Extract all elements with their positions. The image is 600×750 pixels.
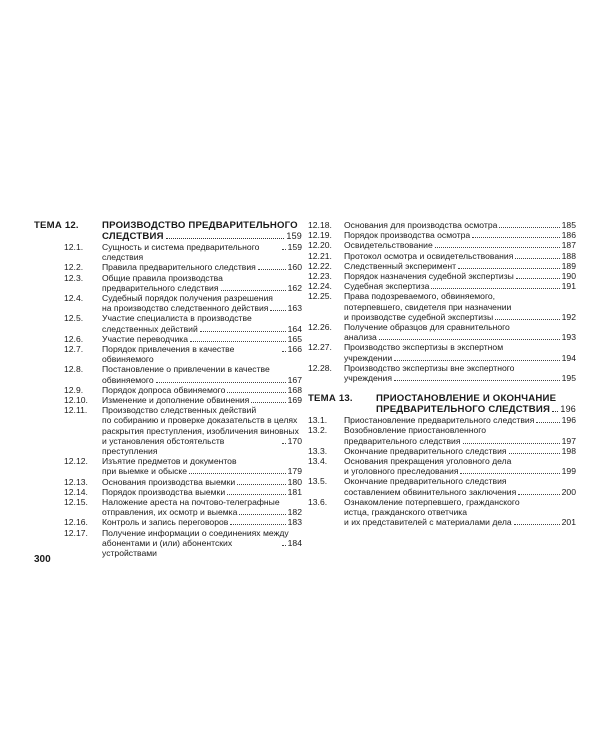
- topic-label: ТЕМА 12.: [34, 220, 79, 231]
- entry-page: 186: [561, 230, 576, 241]
- entry-number: 13.4.: [308, 456, 328, 467]
- entry-page: 189: [561, 260, 576, 271]
- entry-page: 196: [561, 415, 576, 426]
- entry-number: 12.12.: [64, 456, 88, 467]
- topic-title: СЛЕДСТВИЯ: [102, 231, 164, 242]
- toc-entry: [34, 242, 302, 262]
- toc-entry: [308, 456, 576, 476]
- entry-page: 170: [287, 435, 302, 446]
- topic-label: ТЕМА 13.: [308, 393, 353, 405]
- toc-entry: [308, 251, 576, 261]
- entry-page: 201: [561, 517, 576, 528]
- entry-number: 12.1.: [64, 242, 84, 252]
- entry-title: абонентами и (или) абонентских устройствами: [102, 537, 233, 559]
- entry-title-line: Общие правила производства: [102, 272, 223, 283]
- entry-page: 169: [287, 395, 302, 406]
- topic-title: ПРОИЗВОДСТВО ПРЕДВАРИТЕЛЬНОГО: [102, 220, 298, 231]
- entry-title-line: Права подозреваемого, обвиняемого,: [344, 291, 496, 302]
- toc-entry: [34, 528, 302, 559]
- entry-page: 195: [561, 373, 576, 384]
- toc-list: [308, 415, 576, 527]
- toc-entry: [34, 334, 302, 344]
- entry-title: и установления обстоятельств преступления: [102, 435, 225, 457]
- entry-page: 164: [287, 323, 302, 334]
- entry-page: 185: [561, 220, 576, 230]
- entry-page: 197: [561, 435, 576, 446]
- entry-page: 200: [561, 486, 576, 497]
- entry-page: 166: [287, 344, 302, 355]
- entry-page: 165: [287, 333, 302, 344]
- entry-title: Приостановление предварительного следствия: [344, 415, 535, 426]
- toc-entry: [34, 487, 302, 497]
- entry-page: 159: [287, 242, 302, 252]
- entry-number: 12.6.: [64, 333, 84, 344]
- toc-entry: [34, 273, 302, 293]
- entry-number: 12.9.: [64, 384, 84, 395]
- toc-entry: [308, 261, 576, 271]
- toc-entry: [308, 476, 576, 496]
- entry-page: 182: [287, 507, 302, 518]
- toc-entry: [308, 322, 576, 342]
- topic-page: 196: [560, 404, 576, 415]
- entry-title: Изменение и дополнение обвинения: [102, 395, 250, 406]
- entry-title-line: Ознакомление потерпевшего, гражданского: [344, 496, 520, 507]
- entry-title-line: Наложение ареста на почтово-телеграфные: [102, 497, 280, 508]
- entry-title: учреждении: [344, 352, 393, 363]
- toc-entry: [308, 291, 576, 322]
- toc-entry: [308, 281, 576, 291]
- entry-number: 13.1.: [308, 415, 328, 426]
- entry-number: 12.26.: [308, 322, 332, 333]
- entry-title: Основания для производства осмотра: [344, 220, 498, 230]
- entry-number: 12.16.: [64, 517, 88, 528]
- entry-title-line: Участие специалиста в производстве: [102, 313, 252, 324]
- entry-page: 194: [561, 352, 576, 363]
- topic-title: ПРЕДВАРИТЕЛЬНОГО СЛЕДСТВИЯ: [376, 404, 551, 416]
- entry-page: 168: [287, 384, 302, 395]
- entry-page: 188: [561, 250, 576, 261]
- entry-title: при выемке и обыске: [102, 466, 188, 477]
- toc-entry: [34, 364, 302, 384]
- toc-entry: [308, 497, 576, 528]
- entry-title-line: Судебный порядок получения разрешения: [102, 293, 273, 304]
- entry-title-line: Постановление о привлечении в качестве: [102, 364, 270, 375]
- entry-title: Участие переводчика: [102, 333, 188, 344]
- entry-title: составлением обвинительного заключения: [344, 486, 517, 497]
- entry-title-line: истца, гражданского ответчика: [344, 507, 467, 518]
- entry-number: 12.2.: [64, 262, 84, 273]
- entry-number: 12.22.: [308, 260, 332, 271]
- entry-number: 12.24.: [308, 281, 332, 292]
- entry-title: Правила предварительного следствия: [102, 262, 256, 273]
- toc-entry: [34, 344, 302, 364]
- entry-number: 12.5.: [64, 313, 84, 324]
- entry-page: 162: [287, 282, 302, 293]
- entry-number: 12.3.: [64, 272, 84, 283]
- toc-entry: [34, 262, 302, 272]
- entry-number: 13.5.: [308, 476, 328, 487]
- entry-number: 12.19.: [308, 230, 332, 241]
- entry-title-line: Производство экспертизы в экспертном: [344, 342, 504, 353]
- entry-page: 193: [561, 332, 576, 343]
- entry-page: 187: [561, 240, 576, 251]
- entry-title-line: Получение образцов для сравнительного: [344, 322, 510, 333]
- entry-title: предварительного следствия: [102, 282, 219, 293]
- toc-entry: [34, 313, 302, 333]
- entry-title-line: Производство экспертизы вне экспертного: [344, 362, 515, 373]
- topic-title: ПРИОСТАНОВЛЕНИЕ И ОКОНЧАНИЕ: [376, 393, 557, 405]
- toc-entry: [308, 363, 576, 383]
- entry-number: 12.23.: [308, 271, 332, 282]
- entry-title: Порядок назначения судебной экспертизы: [344, 271, 514, 282]
- entry-title: Окончание предварительного следствия: [344, 445, 507, 456]
- topic-12-heading: [34, 220, 302, 242]
- entry-number: 12.25.: [308, 291, 332, 302]
- entry-title: обвиняемого: [102, 374, 154, 385]
- toc-entry: [308, 220, 576, 230]
- toc-list: [308, 220, 576, 383]
- entry-number: 12.20.: [308, 240, 332, 251]
- entry-title-line: Возобновление приостановленного: [344, 425, 486, 436]
- entry-title: анализа: [344, 332, 377, 343]
- right-column: [308, 220, 576, 527]
- entry-title: Основания производства выемки: [102, 476, 236, 487]
- entry-page: 199: [561, 466, 576, 477]
- toc-entry: [308, 240, 576, 250]
- page-number: 300: [34, 554, 51, 565]
- entry-number: 12.27.: [308, 342, 332, 353]
- entry-number: 12.17.: [64, 527, 88, 538]
- entry-title-line: потерпевшего, свидетеля при назначении: [344, 301, 512, 312]
- entry-page: 184: [287, 537, 302, 548]
- entry-number: 12.13.: [64, 476, 88, 487]
- entry-title: учреждения: [344, 373, 392, 384]
- entry-title-line: по собиранию и проверке доказательств в целях: [102, 415, 298, 426]
- entry-title-line: Основания прекращения уголовного дела: [344, 456, 512, 467]
- entry-title-line: Изъятие предметов и документов: [102, 456, 237, 467]
- entry-title-line: Производство следственных действий: [102, 405, 257, 416]
- toc-entry: [34, 293, 302, 313]
- entry-title: Следственный эксперимент: [344, 260, 457, 271]
- toc-entry: [308, 415, 576, 425]
- entry-page: 163: [287, 303, 302, 314]
- toc-entry: [34, 395, 302, 405]
- toc-list: [34, 242, 302, 558]
- entry-title: на производство следственного действия: [102, 303, 269, 314]
- entry-page: 190: [561, 271, 576, 282]
- entry-number: 12.4.: [64, 293, 84, 304]
- entry-title-line: Получение информации о соединениях между: [102, 527, 289, 538]
- entry-page: 181: [287, 486, 302, 497]
- entry-number: 12.7.: [64, 344, 84, 355]
- toc-entry: [308, 271, 576, 281]
- toc-entry: [308, 446, 576, 456]
- left-column: [34, 220, 302, 558]
- entry-number: 13.3.: [308, 445, 328, 456]
- entry-title: предварительного следствия: [344, 435, 461, 446]
- toc-entry: [308, 342, 576, 362]
- entry-number: 13.2.: [308, 425, 328, 436]
- entry-number: 12.18.: [308, 220, 332, 230]
- toc-entry: [34, 385, 302, 395]
- entry-number: 12.28.: [308, 362, 332, 373]
- entry-title: Судебная экспертиза: [344, 281, 430, 292]
- entry-title: и производстве судебной экспертизы: [344, 311, 494, 322]
- entry-title: Порядок допроса обвиняемого: [102, 384, 226, 395]
- entry-title: следственных действий: [102, 323, 198, 334]
- entry-page: 167: [287, 374, 302, 385]
- toc-entry: [34, 456, 302, 476]
- entry-title: Сущность и система предварительного следствия: [102, 242, 260, 263]
- entry-number: 12.15.: [64, 497, 88, 508]
- entry-title: Контроль и запись переговоров: [102, 517, 229, 528]
- entry-title: Протокол осмотра и освидетельствования: [344, 250, 514, 261]
- entry-title: Порядок привлечения в качестве обвиняемого: [102, 344, 235, 365]
- toc-entry: [308, 425, 576, 445]
- topic-page: 159: [286, 231, 302, 241]
- entry-page: 198: [561, 445, 576, 456]
- entry-number: 13.6.: [308, 496, 328, 507]
- entry-title: отправления, их осмотр и выемка: [102, 507, 238, 518]
- entry-page: 183: [287, 517, 302, 528]
- entry-number: 12.8.: [64, 364, 84, 375]
- entry-title: Порядок производства выемки: [102, 486, 226, 497]
- entry-number: 12.14.: [64, 486, 88, 497]
- entry-title-line: раскрытия преступления, изобличения виновных: [102, 425, 299, 436]
- toc-entry: [34, 477, 302, 487]
- entry-page: 191: [561, 281, 576, 292]
- entry-title: Освидетельствование: [344, 240, 433, 251]
- toc-entry: [34, 517, 302, 527]
- entry-page: 179: [287, 466, 302, 477]
- toc-entry: [308, 230, 576, 240]
- entry-number: 12.10.: [64, 395, 88, 406]
- entry-number: 12.11.: [64, 405, 88, 416]
- entry-page: 192: [561, 311, 576, 322]
- toc-entry: [34, 497, 302, 517]
- toc-entry: [34, 405, 302, 456]
- entry-page: 180: [287, 476, 302, 487]
- entry-title: и уголовного преследования: [344, 466, 459, 477]
- entry-title: и их представителей с материалами дела: [344, 517, 512, 528]
- entry-title: Порядок производства осмотра: [344, 230, 471, 241]
- entry-page: 160: [287, 262, 302, 273]
- entry-number: 12.21.: [308, 250, 332, 261]
- topic-13-heading: [308, 393, 576, 415]
- entry-title-line: Окончание предварительного следствия: [344, 476, 507, 487]
